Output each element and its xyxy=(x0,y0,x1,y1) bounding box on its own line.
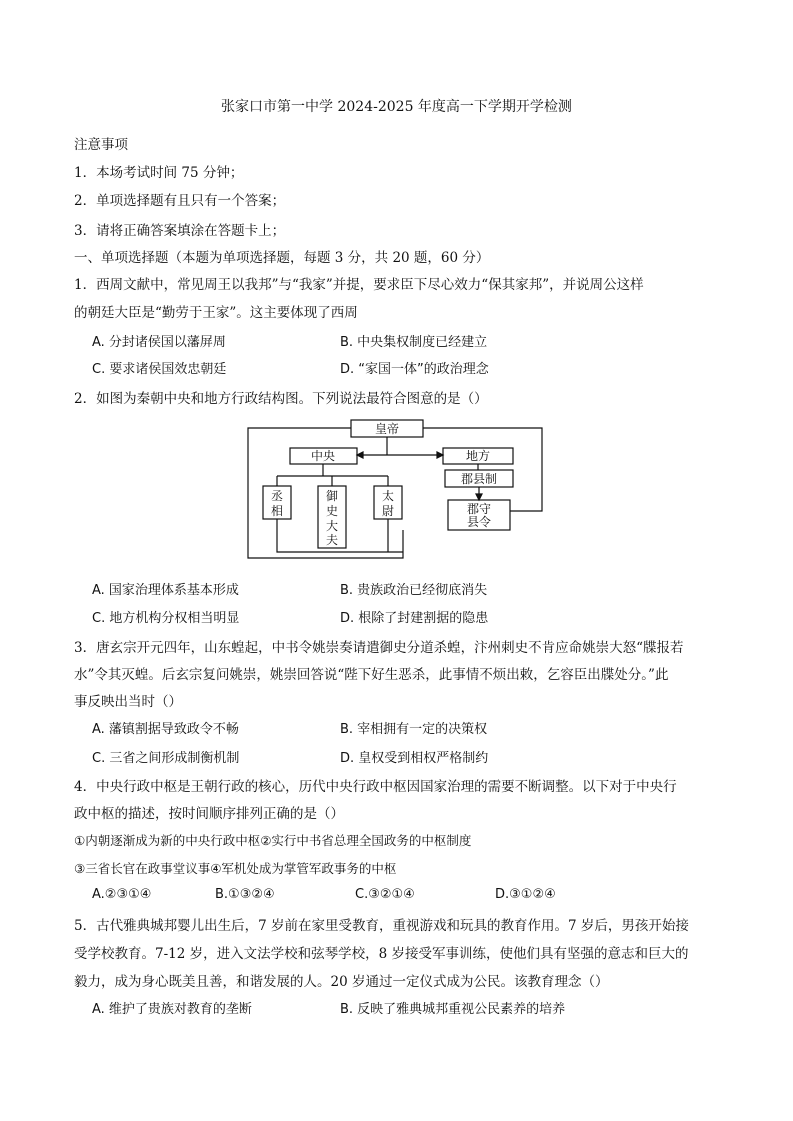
question-1-option-d: D. “家国一体”的政治理念 xyxy=(340,362,489,377)
diagram-chancellor-char: 丞 xyxy=(270,489,284,503)
question-1-option-a: A. 分封诸侯国以藩屏周 xyxy=(92,335,226,350)
question-4-option-d: D.③①②④ xyxy=(495,887,556,902)
diagram-marshal-char: 尉 xyxy=(381,504,395,518)
question-2-option-d: D. 根除了封建割据的隐患 xyxy=(340,611,489,626)
question-3-option-c: C. 三省之间形成制衡机制 xyxy=(92,751,240,766)
question-2-text: 2．如图为秦朝中央和地方行政结构图。下列说法最符合图意的是（） xyxy=(74,391,488,407)
question-3-option-d: D. 皇权受到相权严格制约 xyxy=(340,751,489,766)
diagram-censor-char: 夫 xyxy=(325,533,339,547)
question-3-text: 事反映出当时（） xyxy=(74,694,182,710)
diagram-chancellor-char: 相 xyxy=(270,504,284,518)
question-1-option-b: B. 中央集权制度已经建立 xyxy=(340,335,488,350)
question-3-option-a: A. 藩镇割据导致政令不畅 xyxy=(92,722,239,737)
diagram-local-label: 地方 xyxy=(465,449,491,463)
diagram-county-system-label: 郡县制 xyxy=(460,472,498,486)
diagram-governor-label: 郡守 xyxy=(466,502,492,516)
section-heading: 一、单项选择题（本题为单项选择题，每题 3 分，共 20 题，60 分） xyxy=(74,250,490,266)
question-1-text: 1．西周文献中，常见周王以我邦”与“我家”并提，要求臣下尽心效力“保其家邦”，并说周公这样 xyxy=(74,277,644,293)
qin-administrative-diagram xyxy=(245,418,547,560)
question-2-option-a: A. 国家治理体系基本形成 xyxy=(92,583,239,598)
question-3-text: 3．唐玄宗开元四年，山东蝗起，中书令姚崇奏请遣御史分道杀蝗，汴州刺史不肯应命姚崇大怒“牒报若 xyxy=(74,640,684,656)
notice-item: 3．请将正确答案填涂在答题卡上； xyxy=(74,223,286,239)
exam-title: 张家口市第一中学 2024-2025 年度高一下学期开学检测 xyxy=(221,99,572,115)
diagram-central-label: 中央 xyxy=(310,449,336,463)
question-5-option-b: B. 反映了雅典城邦重视公民素养的培养 xyxy=(340,1002,566,1017)
question-4-option-c: C.③②①④ xyxy=(355,887,415,902)
notice-item: 2．单项选择题有且只有一个答案； xyxy=(74,193,286,209)
question-2-option-c: C. 地方机构分权相当明显 xyxy=(92,611,240,626)
diagram-censor-char: 大 xyxy=(325,519,339,533)
question-4-text: 4．中央行政中枢是王朝行政的核心，历代中央行政中枢因国家治理的需要不断调整。以下对于中央行 xyxy=(74,779,677,795)
diagram-governor-label: 县令 xyxy=(466,515,492,529)
question-5-text: 5．古代雅典城邦婴儿出生后，7 岁前在家里受教育，重视游戏和玩具的教育作用。7 岁后，男孩开始接 xyxy=(74,918,689,934)
question-5-option-a: A. 维护了贵族对教育的垄断 xyxy=(92,1002,252,1017)
notice-heading: 注意事项 xyxy=(74,137,128,153)
question-1-text: 的朝廷大臣是“勤劳于王家”。这主要体现了西周 xyxy=(74,305,358,321)
diagram-marshal-char: 太 xyxy=(381,489,395,503)
question-2-option-b: B. 贵族政治已经彻底消失 xyxy=(340,583,488,598)
question-4-statement: ①内朝逐渐成为新的中央行政中枢②实行中书省总理全国政务的中枢制度 xyxy=(74,833,472,848)
diagram-censor-char: 史 xyxy=(325,504,339,518)
diagram-censor-char: 御 xyxy=(325,489,339,503)
question-5-text: 毅力，成为身心既美且善，和谐发展的人。20 岁通过一定仪式成为公民。该教育理念（） xyxy=(74,974,609,990)
question-4-statement: ③三省长官在政事堂议事④军机处成为掌管军政事务的中枢 xyxy=(74,861,397,876)
notice-item: 1．本场考试时间 75 分钟； xyxy=(74,165,244,181)
diagram-emperor-label: 皇帝 xyxy=(374,422,400,436)
question-4-option-b: B.①③②④ xyxy=(215,887,275,902)
question-4-option-a: A.②③①④ xyxy=(92,887,152,902)
question-3-text: 水”令其灭蝗。后玄宗复问姚崇，姚崇回答说“陛下好生恶杀，此事情不烦出敕，乞容臣出牒处分。”此 xyxy=(74,667,669,683)
question-4-text: 政中枢的描述，按时间顺序排列正确的是（） xyxy=(74,806,344,822)
question-1-option-c: C. 要求诸侯国效忠朝廷 xyxy=(92,362,227,377)
question-3-option-b: B. 宰相拥有一定的决策权 xyxy=(340,722,488,737)
question-5-text: 受学校教育。7-12 岁，进入文法学校和弦琴学校，8 岁接受军事训练，使他们具有坚强的意志和巨大的 xyxy=(74,946,689,962)
